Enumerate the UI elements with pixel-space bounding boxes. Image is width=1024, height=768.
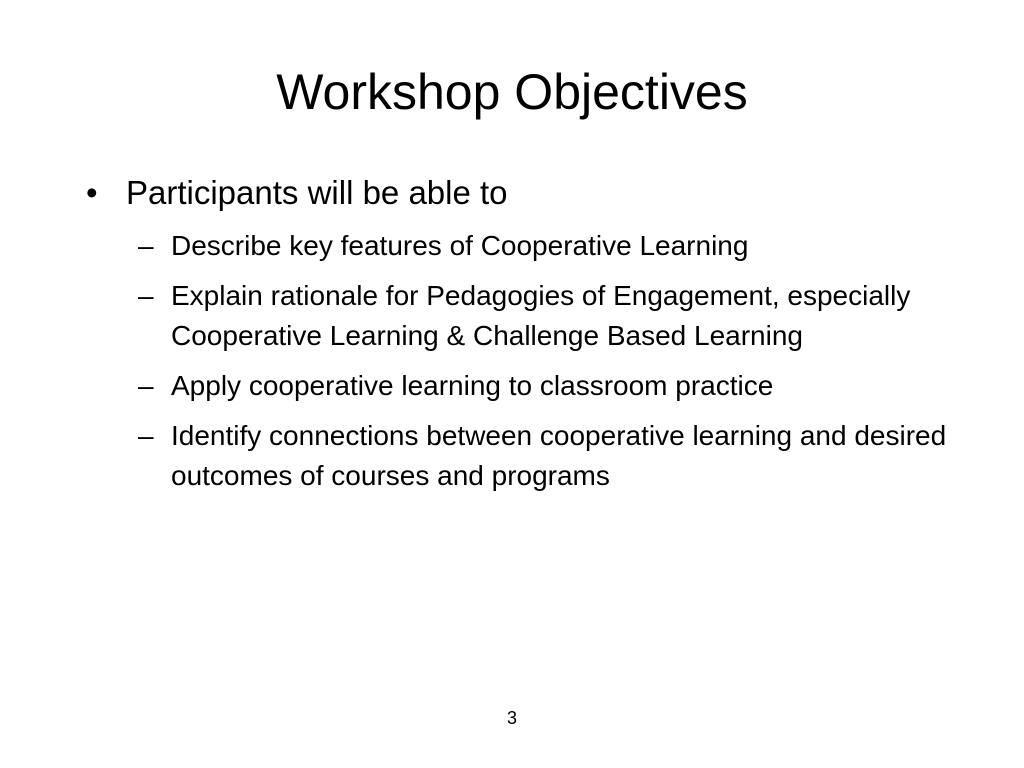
dash-marker: – xyxy=(138,370,154,401)
objective-item-2 xyxy=(138,276,998,356)
main-bullet-text: Participants will be able to xyxy=(126,174,508,211)
dash-marker: – xyxy=(138,280,154,311)
objective-text-4: Identify connections between cooperative learning and desired outcomes of courses and programs xyxy=(171,420,947,491)
objectives-list xyxy=(138,226,998,506)
slide-title: Workshop Objectives xyxy=(276,64,748,120)
objective-item-4 xyxy=(138,416,998,496)
objective-item-1 xyxy=(138,226,998,266)
objective-text-2: Explain rationale for Pedagogies of Engagement, especially Cooperative Learning & Challenge Based Learning xyxy=(171,280,911,351)
dash-marker: – xyxy=(138,230,154,261)
main-bullet xyxy=(86,170,986,216)
page-number: 3 xyxy=(506,708,517,728)
bullet-marker: • xyxy=(86,174,98,211)
dash-marker: – xyxy=(138,420,154,451)
objective-item-3 xyxy=(138,366,998,406)
objective-text-3: Apply cooperative learning to classroom practice xyxy=(171,370,774,401)
objective-text-1: Describe key features of Cooperative Learning xyxy=(171,230,749,261)
